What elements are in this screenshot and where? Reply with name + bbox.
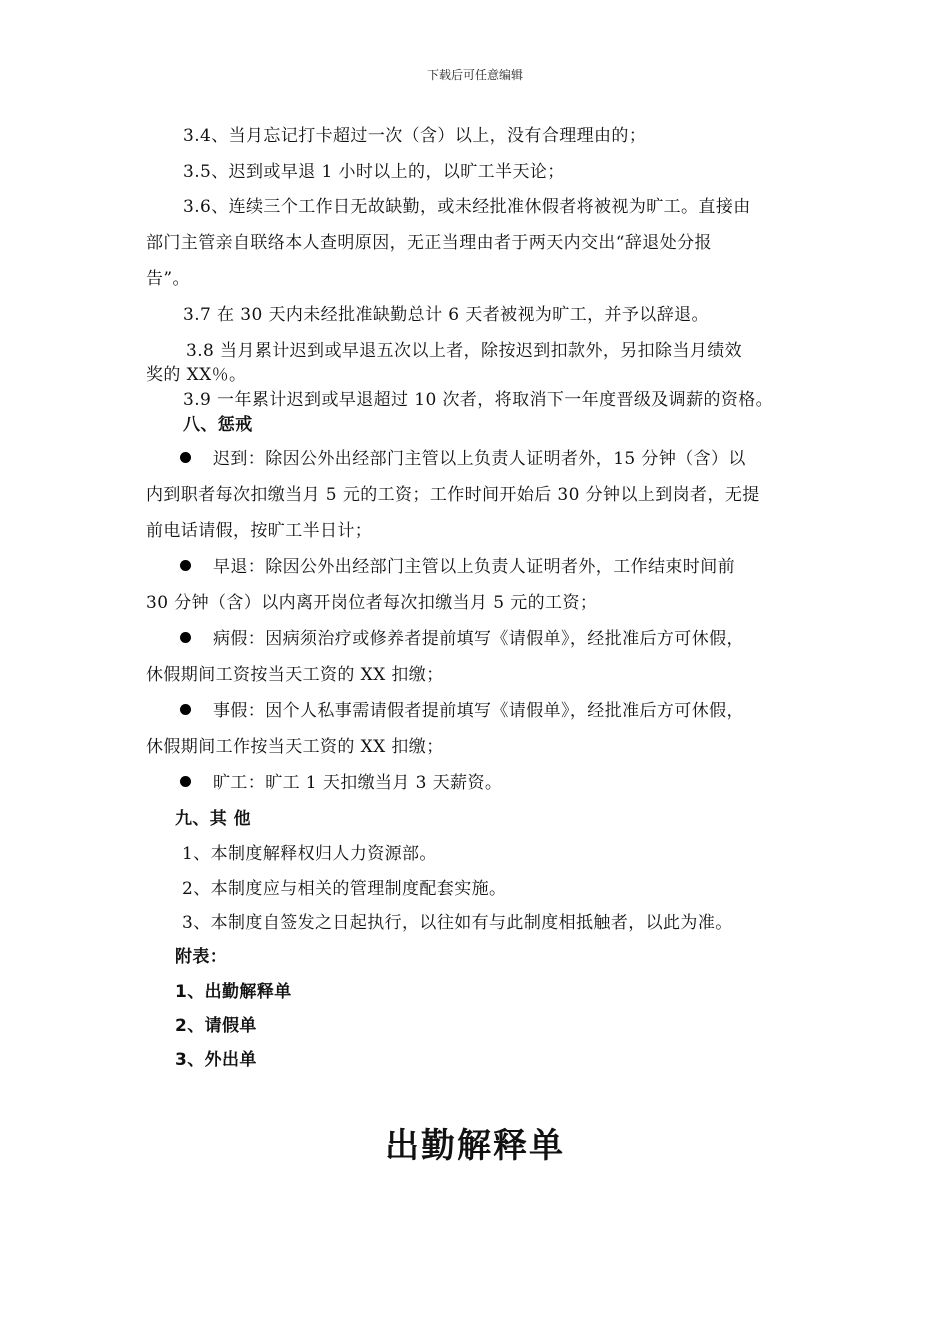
section-8-heading: 八、惩戒 [183, 415, 253, 435]
rule-3-5: 3.5、迟到或早退 1 小时以上的，以旷工半天论； [183, 162, 565, 182]
section-9-heading: 九、其 他 [175, 809, 251, 829]
rule-3-6-line3: 告”。 [146, 269, 190, 289]
appendix-item-2: 2、请假单 [175, 1016, 257, 1036]
bullet-late-text: 迟到：除因公外出经部门主管以上负责人证明者外，15 分钟（含）以 [213, 449, 746, 469]
rule-3-4: 3.4、当月忘记打卡超过一次（含）以上，没有合理理由的； [183, 126, 647, 146]
rule-3-6-line1: 3.6、连续三个工作日无故缺勤，或未经批准休假者将被视为旷工。直接由 [183, 197, 751, 217]
section-9-item-2: 2、本制度应与相关的管理制度配套实施。 [182, 879, 507, 899]
page-header-note: 下载后可任意编辑 [426, 68, 523, 82]
bullet-late-line2: 内到职者每次扣缴当月 5 元的工资；工作时间开始后 30 分钟以上到岗者，无提 [146, 485, 760, 505]
bullet-absent [180, 772, 502, 794]
rule-3-8-line1: 3.8 当月累计迟到或早退五次以上者，除按迟到扣款外，另扣除当月绩效 [186, 341, 743, 361]
bullet-icon [180, 452, 191, 463]
bullet-absent-text: 旷工：旷工 1 天扣缴当月 3 天薪资。 [213, 773, 503, 793]
bullet-early-text: 早退：除因公外出经部门主管以上负责人证明者外，工作结束时间前 [213, 557, 735, 577]
bullet-late-line3: 前电话请假，按旷工半日计； [146, 521, 373, 541]
rule-3-8-line2: 奖的 XX％。 [146, 365, 247, 385]
bullet-sick [180, 628, 744, 650]
appendix-item-3: 3、外出单 [175, 1050, 257, 1070]
appendix-heading: 附表： [175, 947, 228, 967]
bullet-early [180, 556, 735, 578]
rule-3-9: 3.9 一年累计迟到或早退超过 10 次者，将取消下一年度晋级及调薪的资格。 [183, 390, 774, 410]
rule-3-7: 3.7 在 30 天内未经批准缺勤总计 6 天者被视为旷工，并予以辞退。 [183, 305, 709, 325]
bullet-personal-text: 事假：因个人私事需请假者提前填写《请假单》，经批准后方可休假， [213, 701, 744, 721]
form-title: 出勤解释单 [385, 1126, 565, 1166]
section-9-item-3: 3、本制度自签发之日起执行，以往如有与此制度相抵触者，以此为准。 [182, 913, 733, 933]
section-9-item-1: 1、本制度解释权归人力资源部。 [182, 844, 437, 864]
bullet-late [180, 448, 746, 470]
bullet-personal [180, 700, 744, 722]
bullet-sick-text: 病假：因病须治疗或修养者提前填写《请假单》，经批准后方可休假， [213, 629, 744, 649]
bullet-sick-line2: 休假期间工资按当天工资的 XX 扣缴； [146, 665, 444, 685]
rule-3-6-line2: 部门主管亲自联络本人查明原因，无正当理由者于两天内交出“辞退处分报 [146, 233, 712, 253]
bullet-icon [180, 632, 191, 643]
bullet-icon [180, 560, 191, 571]
appendix-item-1: 1、出勤解释单 [175, 982, 292, 1002]
bullet-icon [180, 776, 191, 787]
bullet-personal-line2: 休假期间工作按当天工资的 XX 扣缴； [146, 737, 444, 757]
bullet-icon [180, 704, 191, 715]
bullet-early-line2: 30 分钟（含）以内离开岗位者每次扣缴当月 5 元的工资； [146, 593, 598, 613]
